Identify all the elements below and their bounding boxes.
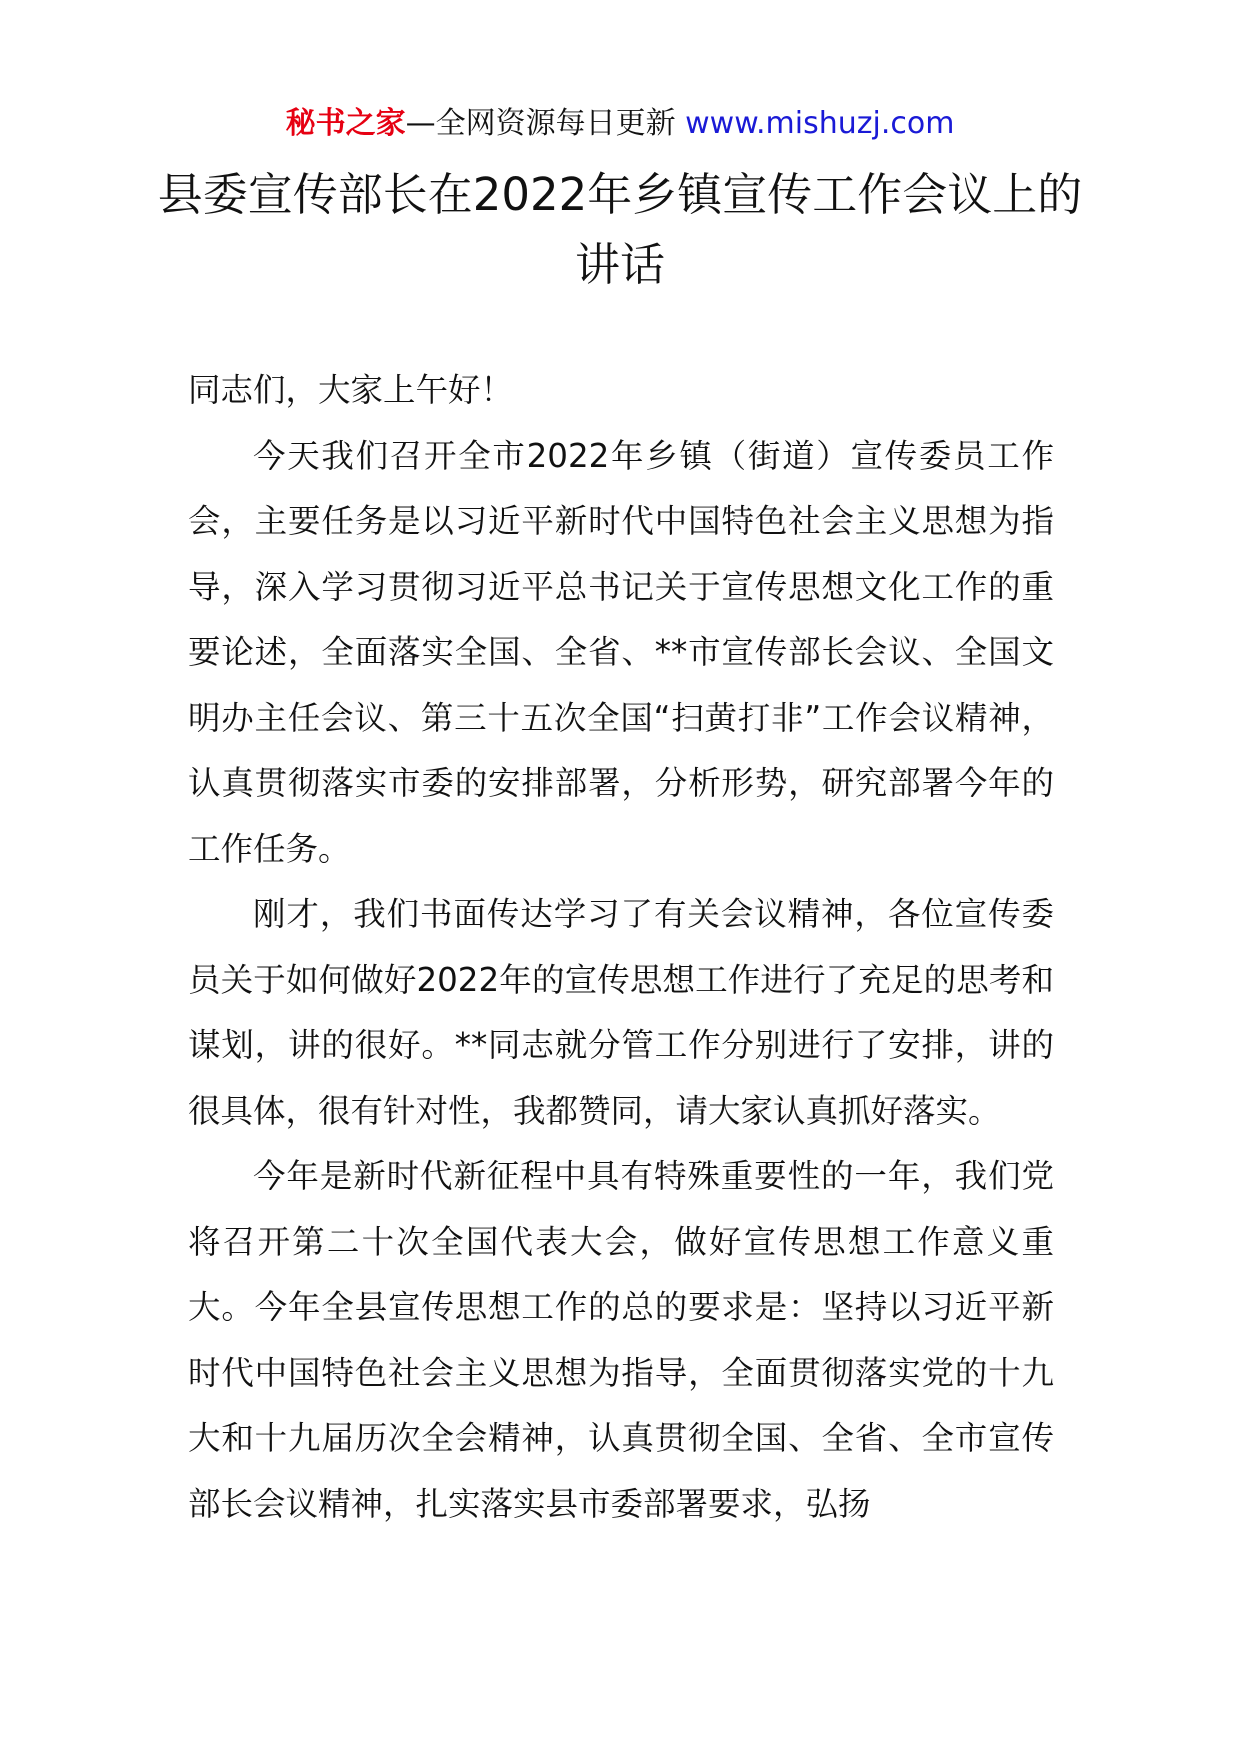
site-banner (0, 104, 1240, 144)
document-body (188, 358, 1054, 1537)
salutation: 同志们，大家上午好！ (188, 371, 514, 409)
banner-url-link[interactable]: www.mishuzj.com (685, 106, 955, 141)
banner-tagline: —全网资源每日更新 (405, 106, 676, 141)
paragraph-3: 今年是新时代新征程中具有特殊重要性的一年，我们党将召开第二十次全国代表大会，做好宣传思想工作意义重大。今年全县宣传思想工作的总的要求是：坚持以习近平新时代中国特色社会主义思想为指导，全面贯彻落实党的十九大和十九届历次全会精神，认真贯彻全国、全省、全市宣传部长会议精神，扎实落实县市委部署要求，弘扬 (188, 1157, 1054, 1523)
document-title: 县委宣传部长在2022年乡镇宣传工作会议上的讲话 (157, 168, 1083, 291)
paragraph-2: 刚才，我们书面传达学习了有关会议精神，各位宣传委员关于如何做好2022年的宣传思想工作进行了充足的思考和谋划，讲的很好。**同志就分管工作分别进行了安排，讲的很具体，很有针对性，我都赞同，请大家认真抓好落实。 (188, 895, 1054, 1130)
banner-brand: 秘书之家 (285, 106, 406, 141)
paragraph-1: 今天我们召开全市2022年乡镇（街道）宣传委员工作会，主要任务是以习近平新时代中国特色社会主义思想为指导，深入学习贯彻习近平总书记关于宣传思想文化工作的重要论述，全面落实全国、全省、**市宣传部长会议、全国文明办主任会议、第三十五次全国“扫黄打非”工作会议精神，认真贯彻落实市委的安排部署，分析形势，研究部署今年的工作任务。 (188, 436, 1054, 868)
